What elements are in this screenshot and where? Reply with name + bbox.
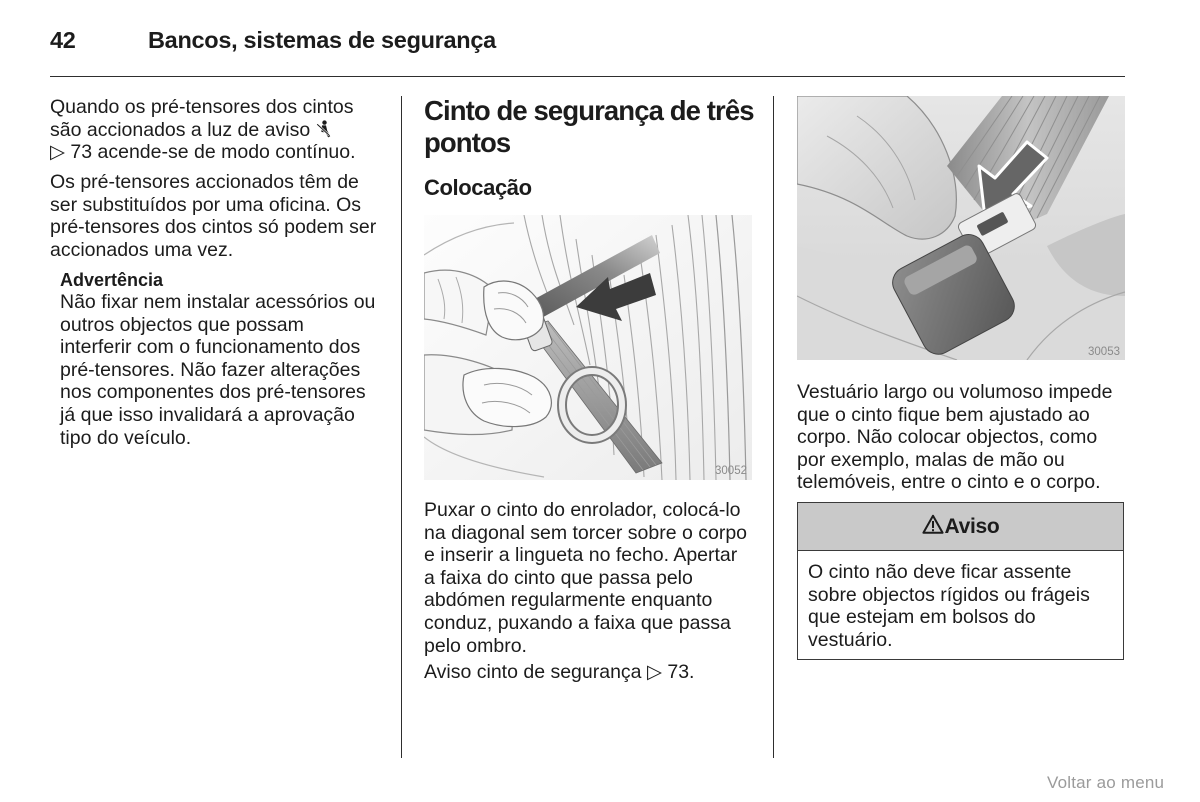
text-line: na diagonal sem torcer sobre o corpo <box>424 521 748 544</box>
text-line: por exemplo, malas de mão ou <box>797 448 1065 471</box>
text-line: pelo ombro. <box>424 634 527 657</box>
text-line: Vestuário largo ou volumoso impede <box>797 381 1113 403</box>
pretensioner-replacement-paragraph <box>50 171 376 261</box>
page-title: Bancos, sistemas de segurança <box>148 27 496 53</box>
text-line: Aviso cinto de segurança ▷ 73. <box>424 661 695 683</box>
heading-line: Cinto de segurança de três <box>424 95 754 126</box>
text-line: Os pré-tensores accionados têm de <box>50 171 359 193</box>
caution-note-text <box>60 291 375 449</box>
text-line: ▷ 73 acende-se de modo contínuo. <box>50 141 356 164</box>
header-rule <box>50 76 1125 77</box>
text-line: vestuário. <box>808 628 893 651</box>
text-line: Não fixar nem instalar acessórios ou <box>60 291 376 313</box>
text-line-with-icon <box>50 119 356 142</box>
text-line: que estejam em bolsos do <box>808 606 1036 629</box>
figure-label: 30053 <box>1088 346 1120 358</box>
page-header <box>0 0 1200 76</box>
buckle-insertion-figure <box>797 96 1125 360</box>
seatbelt-warning-icon <box>316 120 331 144</box>
back-to-menu-link[interactable]: Voltar ao menu <box>1047 773 1165 792</box>
text-line: pré-tensores. Não fazer alterações <box>60 358 361 381</box>
column-divider-left <box>401 96 402 758</box>
warning-box-header <box>798 503 1123 551</box>
text-line: ser substituídos por uma oficina. Os <box>50 193 362 216</box>
page-number: 42 <box>50 27 76 53</box>
pretensioner-activation-paragraph <box>50 96 356 164</box>
text-line: pré-tensores dos cintos só podem ser <box>50 216 377 239</box>
text-line: abdómen regularmente enquanto <box>424 589 713 612</box>
warning-text <box>808 561 1090 651</box>
text-line: Quando os pré-tensores dos cintos <box>50 96 354 118</box>
caution-note-title: Advertência <box>60 270 164 290</box>
fastening-instructions-paragraph <box>424 499 747 657</box>
text-line: são accionados a luz de aviso <box>50 118 311 141</box>
text-line: sobre objectos rígidos ou frágeis <box>808 583 1090 606</box>
text-line: já que isso invalidará a aprovação <box>60 403 355 426</box>
text-line: telemóveis, entre o cinto e o corpo. <box>797 471 1101 494</box>
text-line: que o cinto fique bem ajustado ao <box>797 403 1090 426</box>
warning-triangle-icon <box>922 514 944 539</box>
text-line: a faixa do cinto que passa pelo <box>424 566 693 589</box>
belt-fastening-figure <box>424 215 752 480</box>
text-line: tipo do veículo. <box>60 426 192 449</box>
section-heading <box>424 95 754 159</box>
text-line: nos componentes dos pré-tensores <box>60 381 366 404</box>
warning-title: Aviso <box>944 514 1000 538</box>
belt-fastening-illustration <box>424 215 752 480</box>
text-line: e inserir a lingueta no fecho. Apertar <box>424 544 738 567</box>
text-line: interferir com o funcionamento dos <box>60 336 361 359</box>
warning-box <box>797 502 1124 660</box>
text-line: accionados uma vez. <box>50 238 234 261</box>
figure-label: 30052 <box>715 465 747 477</box>
text-line: outros objectos que possam <box>60 313 304 336</box>
heading-line: pontos <box>424 127 511 158</box>
seatbelt-reminder-reference <box>424 661 694 684</box>
loose-clothing-paragraph <box>797 381 1112 494</box>
text-line: Puxar o cinto do enrolador, colocá-lo <box>424 499 741 521</box>
text-line: O cinto não deve ficar assente <box>808 561 1072 583</box>
subsection-heading: Colocação <box>424 175 532 200</box>
text-line: conduz, puxando a faixa que passa <box>424 611 731 634</box>
column-divider-right <box>773 96 774 758</box>
text-line: corpo. Não colocar objectos, como <box>797 426 1098 449</box>
buckle-insertion-illustration <box>797 96 1125 360</box>
